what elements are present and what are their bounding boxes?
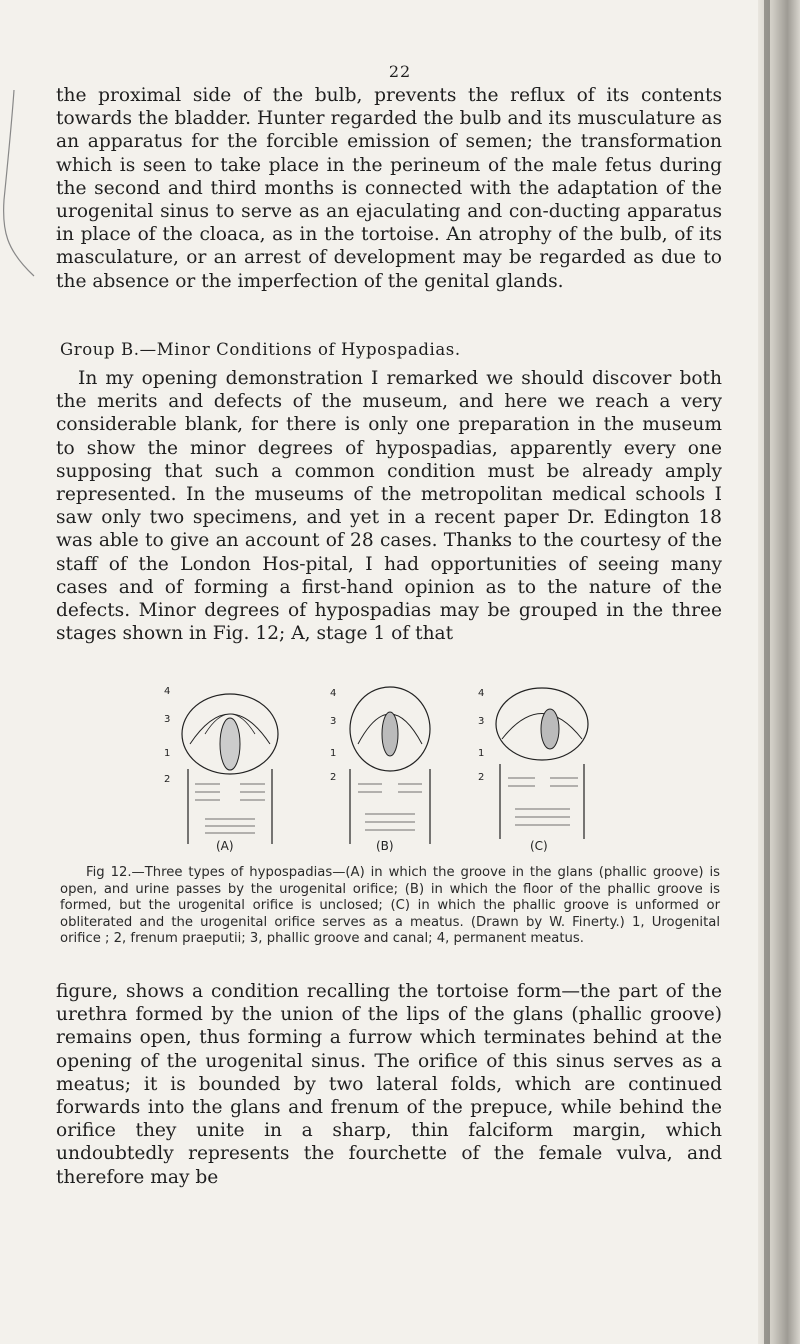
figure-caption-text: Fig 12.—Three types of hypospadias—(A) in which the groove in the glans (phallic groove) is open, and urine passes by the urogenital orifice; (B) in which the floor of the phallic groove is formed, but the urogenital orifice is unclosed; (C) in which the phallic groove is unformed or obliterated and the urogenital orifice serves as a meatus. (Drawn by W. Finerty.) 1, Urogenital orifice ; 2, frenum praeputii; 3, phallic groove and canal; 4, permanent meatus.: [60, 865, 720, 947]
paragraph-3: [56, 980, 722, 1189]
section-heading: Group B.—Minor Conditions of Hypospadias.: [60, 340, 461, 359]
figure-panel-a: [164, 686, 278, 853]
figure-panel-c: [478, 688, 588, 853]
panel-a-label: (A): [216, 839, 234, 853]
paragraph-2-text: In my opening demonstration I remarked we should discover both the merits and defects of the museum, and here we reach a very considerable blank, for there is only one preparation in the museum to show the minor degrees of hypospadias, apparently every one supposing that such a common condition must be already amply represented. In the museums of the metropolitan medical schools I saw only two specimens, and yet in a recent paper Dr. Edington 18 was able to give an account of 28 cases. Thanks to the courtesy of the staff of the London Hos-pital, I had opportunities of seeing many cases and of forming a first-hand opinion as to the nature of the defects. Minor degrees of hypospadias may be grouped in the three stages shown in Fig. 12; A, stage 1 of that: [56, 368, 722, 645]
figure-panel-b: [330, 687, 430, 853]
paragraph-2: [56, 367, 722, 645]
panel-a-num-4: 4: [164, 686, 171, 697]
binding-edge: [764, 0, 770, 1344]
panel-c-num-2: 2: [478, 772, 485, 783]
panel-c-label: (C): [530, 839, 548, 853]
panel-b-num-2: 2: [330, 772, 337, 783]
panel-c-num-4: 4: [478, 688, 485, 699]
panel-a-num-1: 1: [164, 748, 171, 759]
page-number: 22: [388, 62, 412, 81]
panel-b-label: (B): [376, 839, 394, 853]
panel-a-num-3: 3: [164, 714, 171, 725]
panel-b-num-4: 4: [330, 688, 337, 699]
panel-b-num-1: 1: [330, 748, 337, 759]
paragraph-3-text: figure, shows a condition recalling the tortoise form—the part of the urethra formed by the union of the lips of the glans (phallic groove) remains open, thus forming a furrow which terminates behind at the opening of the urogenital sinus. The orifice of this sinus serves as a meatus; it is bounded by two lateral folds, which are continued forwards into the glans and frenum of the prepuce, while behind the orifice they unite in a sharp, thin falciform margin, which undoubtedly represents the fourchette of the female vulva, and therefore may be: [56, 981, 722, 1188]
paragraph-1-text: the proximal side of the bulb, prevents the reflux of its contents towards the bladder. Hunter regarded the bulb and its musculature as an apparatus for the forcible emission of semen; the transformation which is seen to take place in the perineum of the male fetus during the second and third months is connected with the adaptation of the urogenital sinus to serve as an ejaculating and con-ducting apparatus in place of the cloaca, as in the tortoise. An atrophy of the bulb, of its masculature, or an arrest of development may be regarded as due to the absence or the imperfection of the genital glands.: [56, 85, 722, 292]
panel-c-num-3: 3: [478, 716, 485, 727]
panel-c-num-1: 1: [478, 748, 485, 759]
panel-b-num-3: 3: [330, 716, 337, 727]
margin-pencil-mark: [0, 80, 40, 280]
figure-12-illustration: [160, 674, 620, 854]
paragraph-1: [56, 84, 722, 293]
panel-a-num-2: 2: [164, 774, 171, 785]
figure-caption: [60, 865, 720, 948]
